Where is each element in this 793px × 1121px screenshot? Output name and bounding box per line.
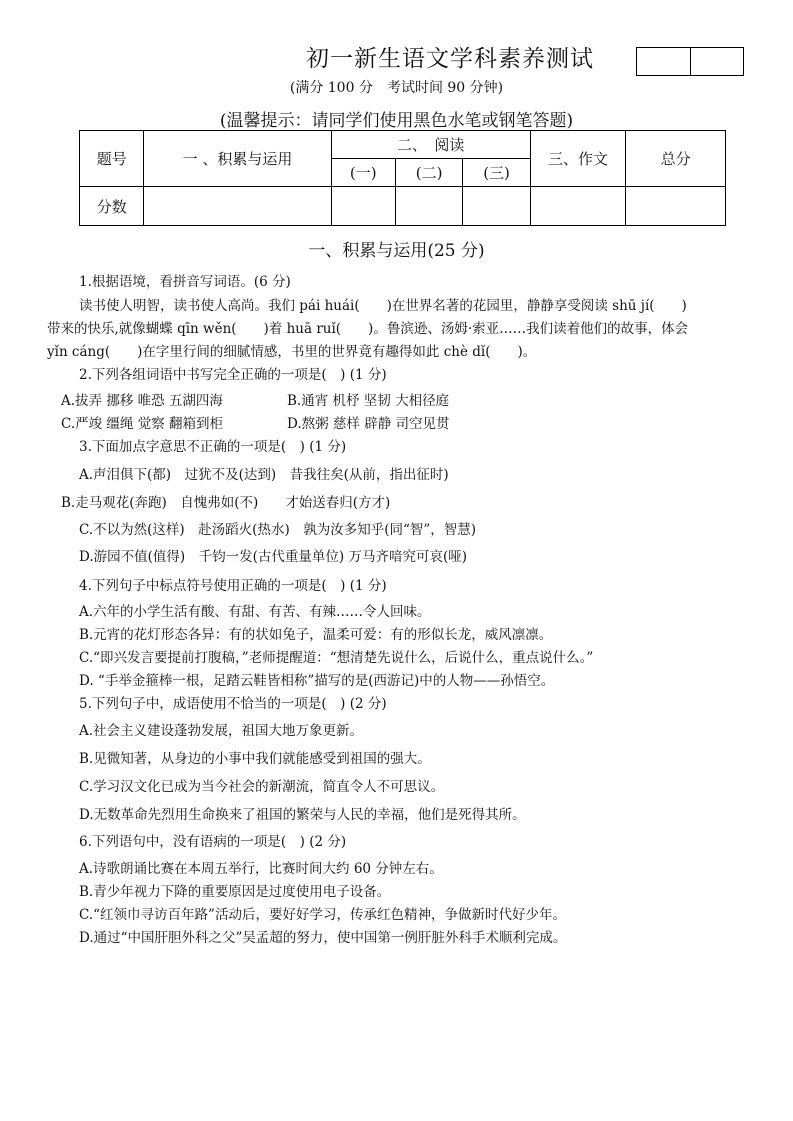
header-part2: 二、 阅读 <box>331 131 530 159</box>
question-1: 1.根据语境，看拼音写词语。(6 分) <box>79 274 291 290</box>
question-6-option-a: A.诗歌朗诵比赛在本周五举行，比赛时间大约 60 分钟左右。 <box>79 861 443 877</box>
question-5-option-d: D.无数革命先烈用生命换来了祖国的繁荣与人民的幸福，他们是死得其所。 <box>79 807 526 823</box>
score-cell-part3[interactable] <box>530 187 626 226</box>
question-4-option-a: A.六年的小学生活有酸、有甜、有苦、有辣……令人回味。 <box>79 604 431 620</box>
question-3: 3.下面加点字意思不正确的一项是( ) (1 分) <box>79 439 347 455</box>
section-title: 一、积累与运用(25 分) <box>308 241 485 261</box>
question-3-option-b: B.走马观花(奔跑) 自愧弗如(不) 才始送春归(方才) <box>61 495 391 511</box>
question-2-option-d: D.熬粥 慈样 辟静 司空见贯 <box>287 416 450 432</box>
question-1-line-3: yǐn cáng( )在字里行间的细腻情感，书里的世界竟有趣得如此 chè dǐ( )。 <box>47 344 537 360</box>
question-6-option-c: C.“红领巾寻访百年路”活动后，要好好学习，传承红色精神，争做新时代好少年。 <box>79 907 566 923</box>
score-box <box>636 47 744 76</box>
question-4-option-c: C.“即兴发言要提前打腹稿，”老师提醒道：“想清楚先说什么，后说什么，重点说什么。” <box>79 650 594 666</box>
score-cell-sub1[interactable] <box>331 187 395 226</box>
header-part3: 三、作文 <box>530 131 626 187</box>
header-part1: 一 、积累与运用 <box>144 131 331 187</box>
row-score-label: 分数 <box>80 187 144 226</box>
question-5-option-a: A.社会主义建设蓬勃发展，祖国大地万象更新。 <box>79 723 364 739</box>
question-2-option-c: C.严竣 缰绳 觉察 翻箱到柜 <box>61 416 224 432</box>
header-sub1: (一) <box>331 159 395 187</box>
header-sub3: (三) <box>463 159 530 187</box>
question-3-option-d: D.游园不值(值得) 千钧一发(古代重量单位) 万马齐喑究可哀(哑) <box>79 549 468 565</box>
question-5-option-c: C.学习汉文化已成为当今社会的新潮流，简直令人不可思议。 <box>79 779 445 795</box>
exam-info: (满分 100 分 考试时间 90 分钟) <box>289 80 504 96</box>
reminder-tip: (温馨提示：请同学们使用黑色水笔或钢笔答题) <box>219 111 574 131</box>
question-4-option-b: B.元宵的花灯形态各异：有的状如兔子，温柔可爱：有的形似长龙，威风凛凛。 <box>79 627 553 643</box>
question-3-option-a: A.声泪俱下(都) 过犹不及(达到) 昔我往矣(从前，指出征时) <box>79 467 449 483</box>
header-total: 总分 <box>626 131 726 187</box>
question-6: 6.下列语句中，没有语病的一项是( ) (2 分) <box>79 834 347 850</box>
score-cell-sub3[interactable] <box>463 187 530 226</box>
score-cell-sub2[interactable] <box>395 187 462 226</box>
question-1-line-2: 带来的快乐,就像蝴蝶 qīn wěn( )着 huā ruǐ( )。鲁滨逊、汤姆·索亚……我们读着他们的故事，体会 <box>47 321 689 337</box>
score-table <box>79 130 726 226</box>
header-no: 题号 <box>80 131 144 187</box>
question-2-option-a: A.拔弄 挪移 唯恐 五湖四海 <box>61 393 223 409</box>
question-3-option-c: C.不以为然(这样) 赴汤蹈火(热水) 孰为汝多知乎(同“智”，智慧) <box>79 522 477 538</box>
question-6-option-b: B.青少年视力下降的重要原因是过度使用电子设备。 <box>79 884 391 900</box>
question-4: 4.下列句子中标点符号使用正确的一项是( ) (1 分) <box>79 578 387 594</box>
score-box-cell-1 <box>637 48 691 75</box>
question-2: 2.下列各组词语中书写完全正确的一项是( ) (1 分) <box>79 367 387 383</box>
page-title: 初一新生语文学科素养测试 <box>306 46 594 72</box>
header-sub2: (二) <box>395 159 462 187</box>
score-cell-part1[interactable] <box>144 187 331 226</box>
question-4-option-d: D. “手举金箍棒一根，足踏云鞋皆相称”描写的是(西游记)中的人物——孙悟空。 <box>79 673 555 689</box>
score-box-cell-2 <box>691 48 744 75</box>
question-5: 5.下列句子中，成语使用不恰当的一项是( ) (2 分) <box>79 696 387 712</box>
question-2-option-b: B.通宵 机杼 坚韧 大相径庭 <box>287 393 450 409</box>
score-cell-total[interactable] <box>626 187 726 226</box>
question-6-option-d: D.通过“中国肝胆外科之父”吴孟超的努力，使中国第一例肝脏外科手术顺利完成。 <box>79 930 567 946</box>
question-5-option-b: B.见微知著，从身边的小事中我们就能感受到祖国的强大。 <box>79 751 431 767</box>
question-1-line-1: 读书使人明智，读书使人高尚。我们 pái huái( )在世界名著的花园里，静静享受阅读 shū jí( ) <box>79 298 687 314</box>
